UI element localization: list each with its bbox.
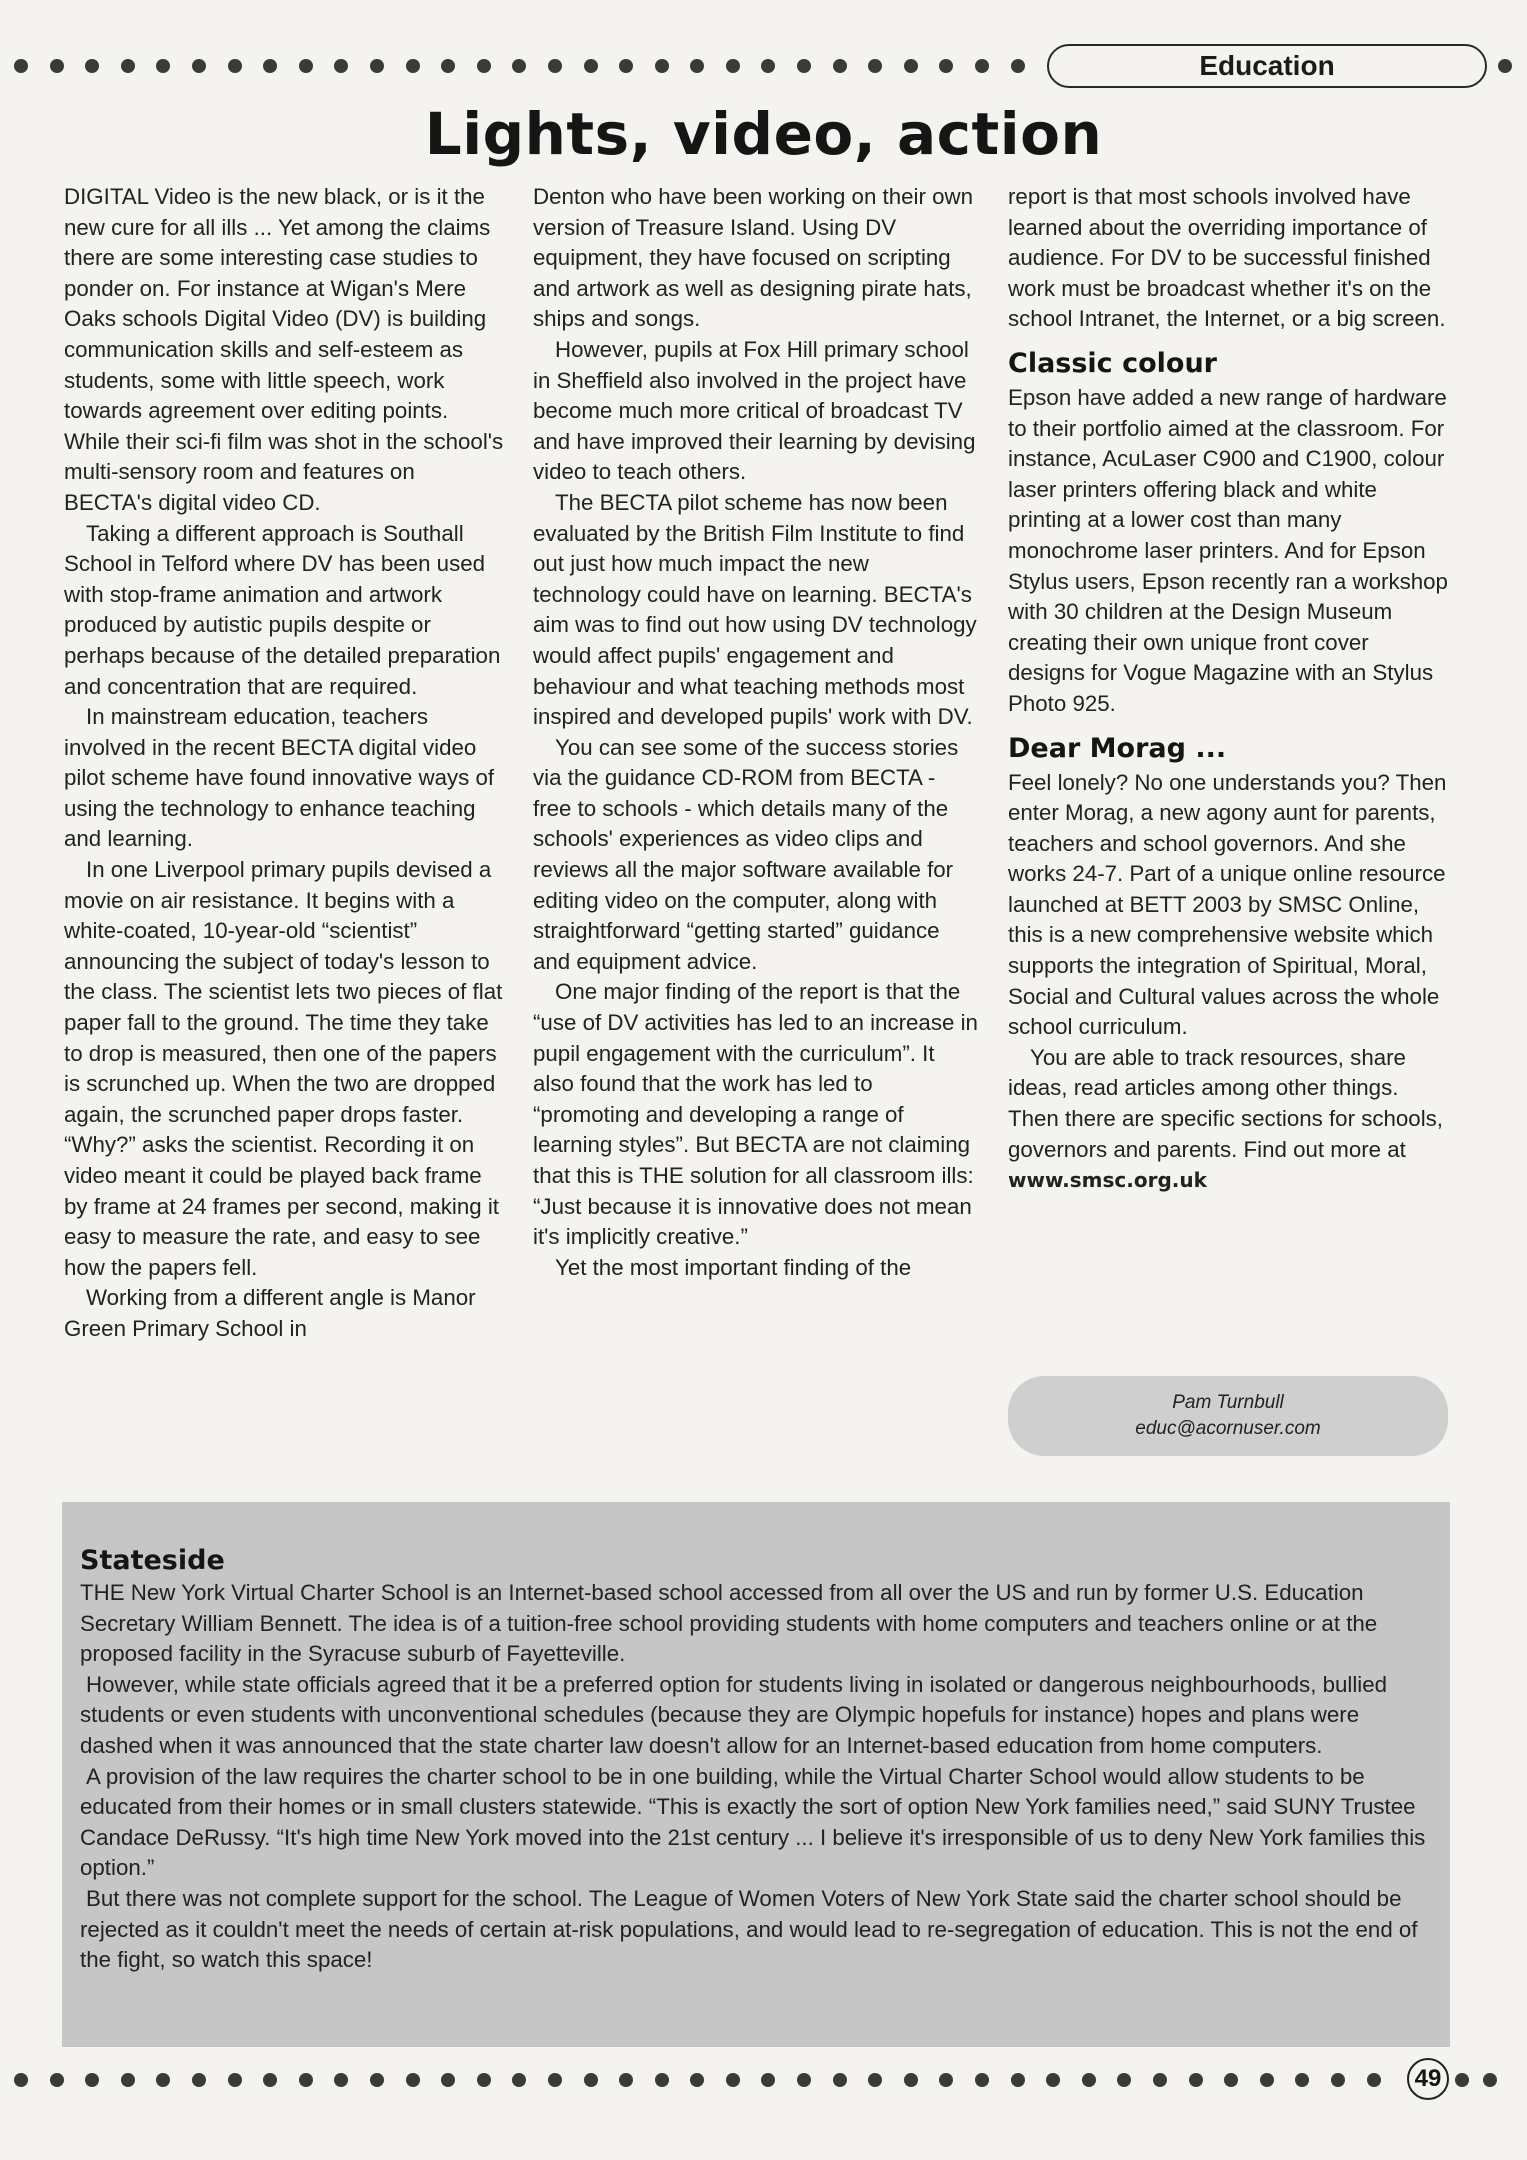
border-dot [619, 59, 633, 73]
section-label: Education [1047, 44, 1487, 88]
border-dot [512, 59, 526, 73]
headline: Lights, video, action [424, 100, 1103, 168]
border-dot [406, 59, 420, 73]
paragraph [1008, 1043, 1448, 1196]
author-email[interactable]: educ@acornuser.com [1135, 1418, 1321, 1439]
border-dot [726, 2073, 740, 2087]
top-dot-border [14, 56, 1049, 76]
paragraph: report is that most schools involved have learned about the overriding importance of audience. For DV to be successful finished work must be broadcast whether it's on the school Intranet, the Internet, or a big screen. [1008, 184, 1446, 332]
paragraph: Denton who have been working on their own version of Treasure Island. Using DV equipment, they have focused on scripting and artwork as well as designing pirate hats, ships and songs. [533, 184, 974, 332]
border-dot [584, 2073, 598, 2087]
border-dot [14, 2073, 28, 2087]
classic-colour-heading: Classic colour [1008, 347, 1217, 379]
border-dot [584, 59, 598, 73]
article-column-3 [1008, 182, 1448, 1196]
paragraph: You can see some of the success stories via the guidance CD-ROM from BECTA - free to schools - which details many of the schools' experiences as video clips and reviews all the major software available for editing video on the computer, along with straightforward “getting started” guidance and equipment advice. [533, 734, 959, 974]
paragraph: A provision of the law requires the charter school to be in one building, while the Virtual Charter School would allow students to be educated from their homes or in small clusters statewide. “This is exactly the sort of option New York families need,” said SUNY Trustee Candace DeRussy. “It's high time New York moved into the 21st century ... I believe it's irresponsible of us to deny New York families this option.” [80, 1763, 1426, 1881]
border-dot [548, 59, 562, 73]
website-link[interactable]: www.smsc.org.uk [1008, 1168, 1207, 1193]
border-dot [1224, 2073, 1238, 2087]
border-dot [192, 59, 206, 73]
border-dot [512, 2073, 526, 2087]
border-dot [1295, 2073, 1309, 2087]
border-dot [833, 59, 847, 73]
border-dot [939, 2073, 953, 2087]
paragraph: Feel lonely? No one understands you? Then enter Morag, a new agony aunt for parents, teachers and school governors. And she works 24-7. Part of a unique online resource launched at BETT 2003 by SMSC Online, this is a new comprehensive website which supports the integration of Spiritual, Moral, Social and Cultural values across the whole school curriculum. [1008, 769, 1447, 1040]
bottom-dot-border [14, 2070, 1399, 2090]
border-dot [441, 2073, 455, 2087]
border-dot [263, 59, 277, 73]
border-dot [548, 2073, 562, 2087]
border-dot [761, 2073, 775, 2087]
border-dot [975, 59, 989, 73]
border-dot [228, 2073, 242, 2087]
border-dot [1117, 2073, 1131, 2087]
border-dot [690, 2073, 704, 2087]
author-credit [1008, 1376, 1448, 1456]
paragraph: In mainstream education, teachers involved in the recent BECTA digital video pilot scheme have found innovative ways of using the technology to enhance teaching and learning. [64, 704, 495, 852]
border-dot [655, 2073, 669, 2087]
border-dot [1367, 2073, 1381, 2087]
border-dot [619, 2073, 633, 2087]
border-dot [334, 2073, 348, 2087]
border-dot [939, 59, 953, 73]
border-dot [761, 59, 775, 73]
border-dot [1011, 59, 1025, 73]
paragraph: Yet the most important finding of the [555, 1254, 912, 1280]
article-column-1 [64, 182, 504, 1345]
border-dot [1153, 2073, 1167, 2087]
paragraph: In one Liverpool primary pupils devised a movie on air resistance. It begins with a white-coated, 10-year-old “scientist” announcing the subject of today's lesson to the class. The scientist lets two pieces of flat paper fall to the ground. The time they take to drop is measured, then one of the papers is scrunched up. When the two are dropped again, the scrunched paper drops faster. “Why?” asks the scientist. Recording it on video meant it could be played back frame by frame at 24 frames per second, making it easy to measure the rate, and easy to see how the papers fell. [64, 857, 503, 1280]
border-dot [192, 2073, 206, 2087]
page-number: 49 [1407, 2058, 1449, 2100]
border-dot [1331, 2073, 1345, 2087]
paragraph: THE New York Virtual Charter School is an Internet-based school accessed from all over the US and run by former U.S. Education Secretary William Bennett. The idea is of a tuition-free school providing students with home computers and teachers online or at the proposed facility in the Syracuse suburb of Fayetteville. [80, 1580, 1378, 1667]
border-dot [1260, 2073, 1274, 2087]
border-dot [690, 59, 704, 73]
author-name: Pam Turnbull [1172, 1392, 1284, 1413]
border-dot [299, 2073, 313, 2087]
tab-end-dot [1498, 59, 1512, 73]
border-dot [263, 2073, 277, 2087]
border-dot [868, 59, 882, 73]
border-dot [1082, 2073, 1096, 2087]
paragraph: But there was not complete support for the school. The League of Women Voters of New York State said the charter school should be rejected as it couldn't meet the needs of certain at-risk populations, and would lead to re-segregation of education. This is not the end of the fight, so watch this space! [80, 1885, 1418, 1973]
border-dot [975, 2073, 989, 2087]
border-dot [797, 59, 811, 73]
border-dot [441, 59, 455, 73]
border-dot [85, 59, 99, 73]
border-dot [85, 2073, 99, 2087]
border-dot [370, 59, 384, 73]
border-dot [797, 2073, 811, 2087]
end-dots [1455, 2073, 1511, 2087]
border-dot [1046, 2073, 1060, 2087]
stateside-heading: Stateside [80, 1545, 225, 1576]
border-dot [833, 2073, 847, 2087]
border-dot [228, 59, 242, 73]
paragraph: Epson have added a new range of hardware to their portfolio aimed at the classroom. For instance, AcuLaser C900 and C1900, colour laser printers offering black and white printing at a lower cost than many monochrome laser printers. And for Epson Stylus users, Epson recently ran a workshop with 30 children at the Design Museum creating their own unique front cover designs for Vogue Magazine with an Stylus Photo 925. [1008, 384, 1448, 716]
border-dot [50, 2073, 64, 2087]
paragraph-text: You are able to track resources, share ideas, read articles among other things. Then there are specific sections for schools, governors and parents. Find out more at [1008, 1044, 1443, 1162]
paragraph: One major finding of the report is that the “use of DV activities has led to an increase in pupil engagement with the curriculum”. It also found that the work has led to “promoting and developing a range of learning styles”. But BECTA are not claiming that this is THE solution for all classroom ills: “Just because it is innovative does not mean it's implicitly creative.” [533, 979, 978, 1250]
paragraph: Working from a different angle is Manor Green Primary School in [64, 1285, 476, 1341]
paragraph: However, while state officials agreed that it be a preferred option for students living in isolated or dangerous neighbourhoods, bullied students or even students with unconventional schedules (because they are Olympic hopefuls for instance) hopes and plans were dashed when it was announced that the state charter law doesn't allow for an Internet-based education from home computers. [80, 1671, 1388, 1758]
paragraph: Taking a different approach is Southall School in Telford where DV has been used with stop-frame animation and artwork produced by autistic pupils despite or perhaps because of the detailed preparation and concentration that are required. [64, 520, 501, 699]
border-dot [14, 59, 28, 73]
border-dot [406, 2073, 420, 2087]
border-dot [904, 2073, 918, 2087]
border-dot [477, 2073, 491, 2087]
border-dot [156, 59, 170, 73]
border-dot [121, 59, 135, 73]
stateside-box [62, 1502, 1450, 2047]
border-dot [868, 2073, 882, 2087]
border-dot [370, 2073, 384, 2087]
border-dot [655, 59, 669, 73]
border-dot [121, 2073, 135, 2087]
border-dot [156, 2073, 170, 2087]
article-column-2 [533, 182, 978, 1283]
paragraph: The BECTA pilot scheme has now been evaluated by the British Film Institute to find out just how much impact the new technology could have on learning. BECTA's aim was to find out how using DV technology would affect pupils' engagement and behaviour and what teaching methods most inspired and developed pupils' work with DV. [533, 489, 977, 730]
border-dot [904, 59, 918, 73]
paragraph: However, pupils at Fox Hill primary school in Sheffield also involved in the project have become much more critical of broadcast TV and have improved their learning by devising video to teach others. [533, 336, 976, 485]
border-dot [1189, 2073, 1203, 2087]
border-dot [50, 59, 64, 73]
border-dot [1011, 2073, 1025, 2087]
border-dot [299, 59, 313, 73]
paragraph: DIGITAL Video is the new black, or is it the new cure for all ills ... Yet among the claims there are some interesting case studies to ponder on. For instance at Wigan's Mere Oaks schools Digital Video (DV) is building communication skills and self-esteem as students, some with little speech, work towards agreement over editing points. While their sci-fi film was shot in the school's multi-sensory room and features on BECTA's digital video CD. [64, 184, 504, 515]
border-dot [477, 59, 491, 73]
border-dot [726, 59, 740, 73]
dear-morag-heading: Dear Morag ... [1008, 732, 1227, 764]
border-dot [334, 59, 348, 73]
